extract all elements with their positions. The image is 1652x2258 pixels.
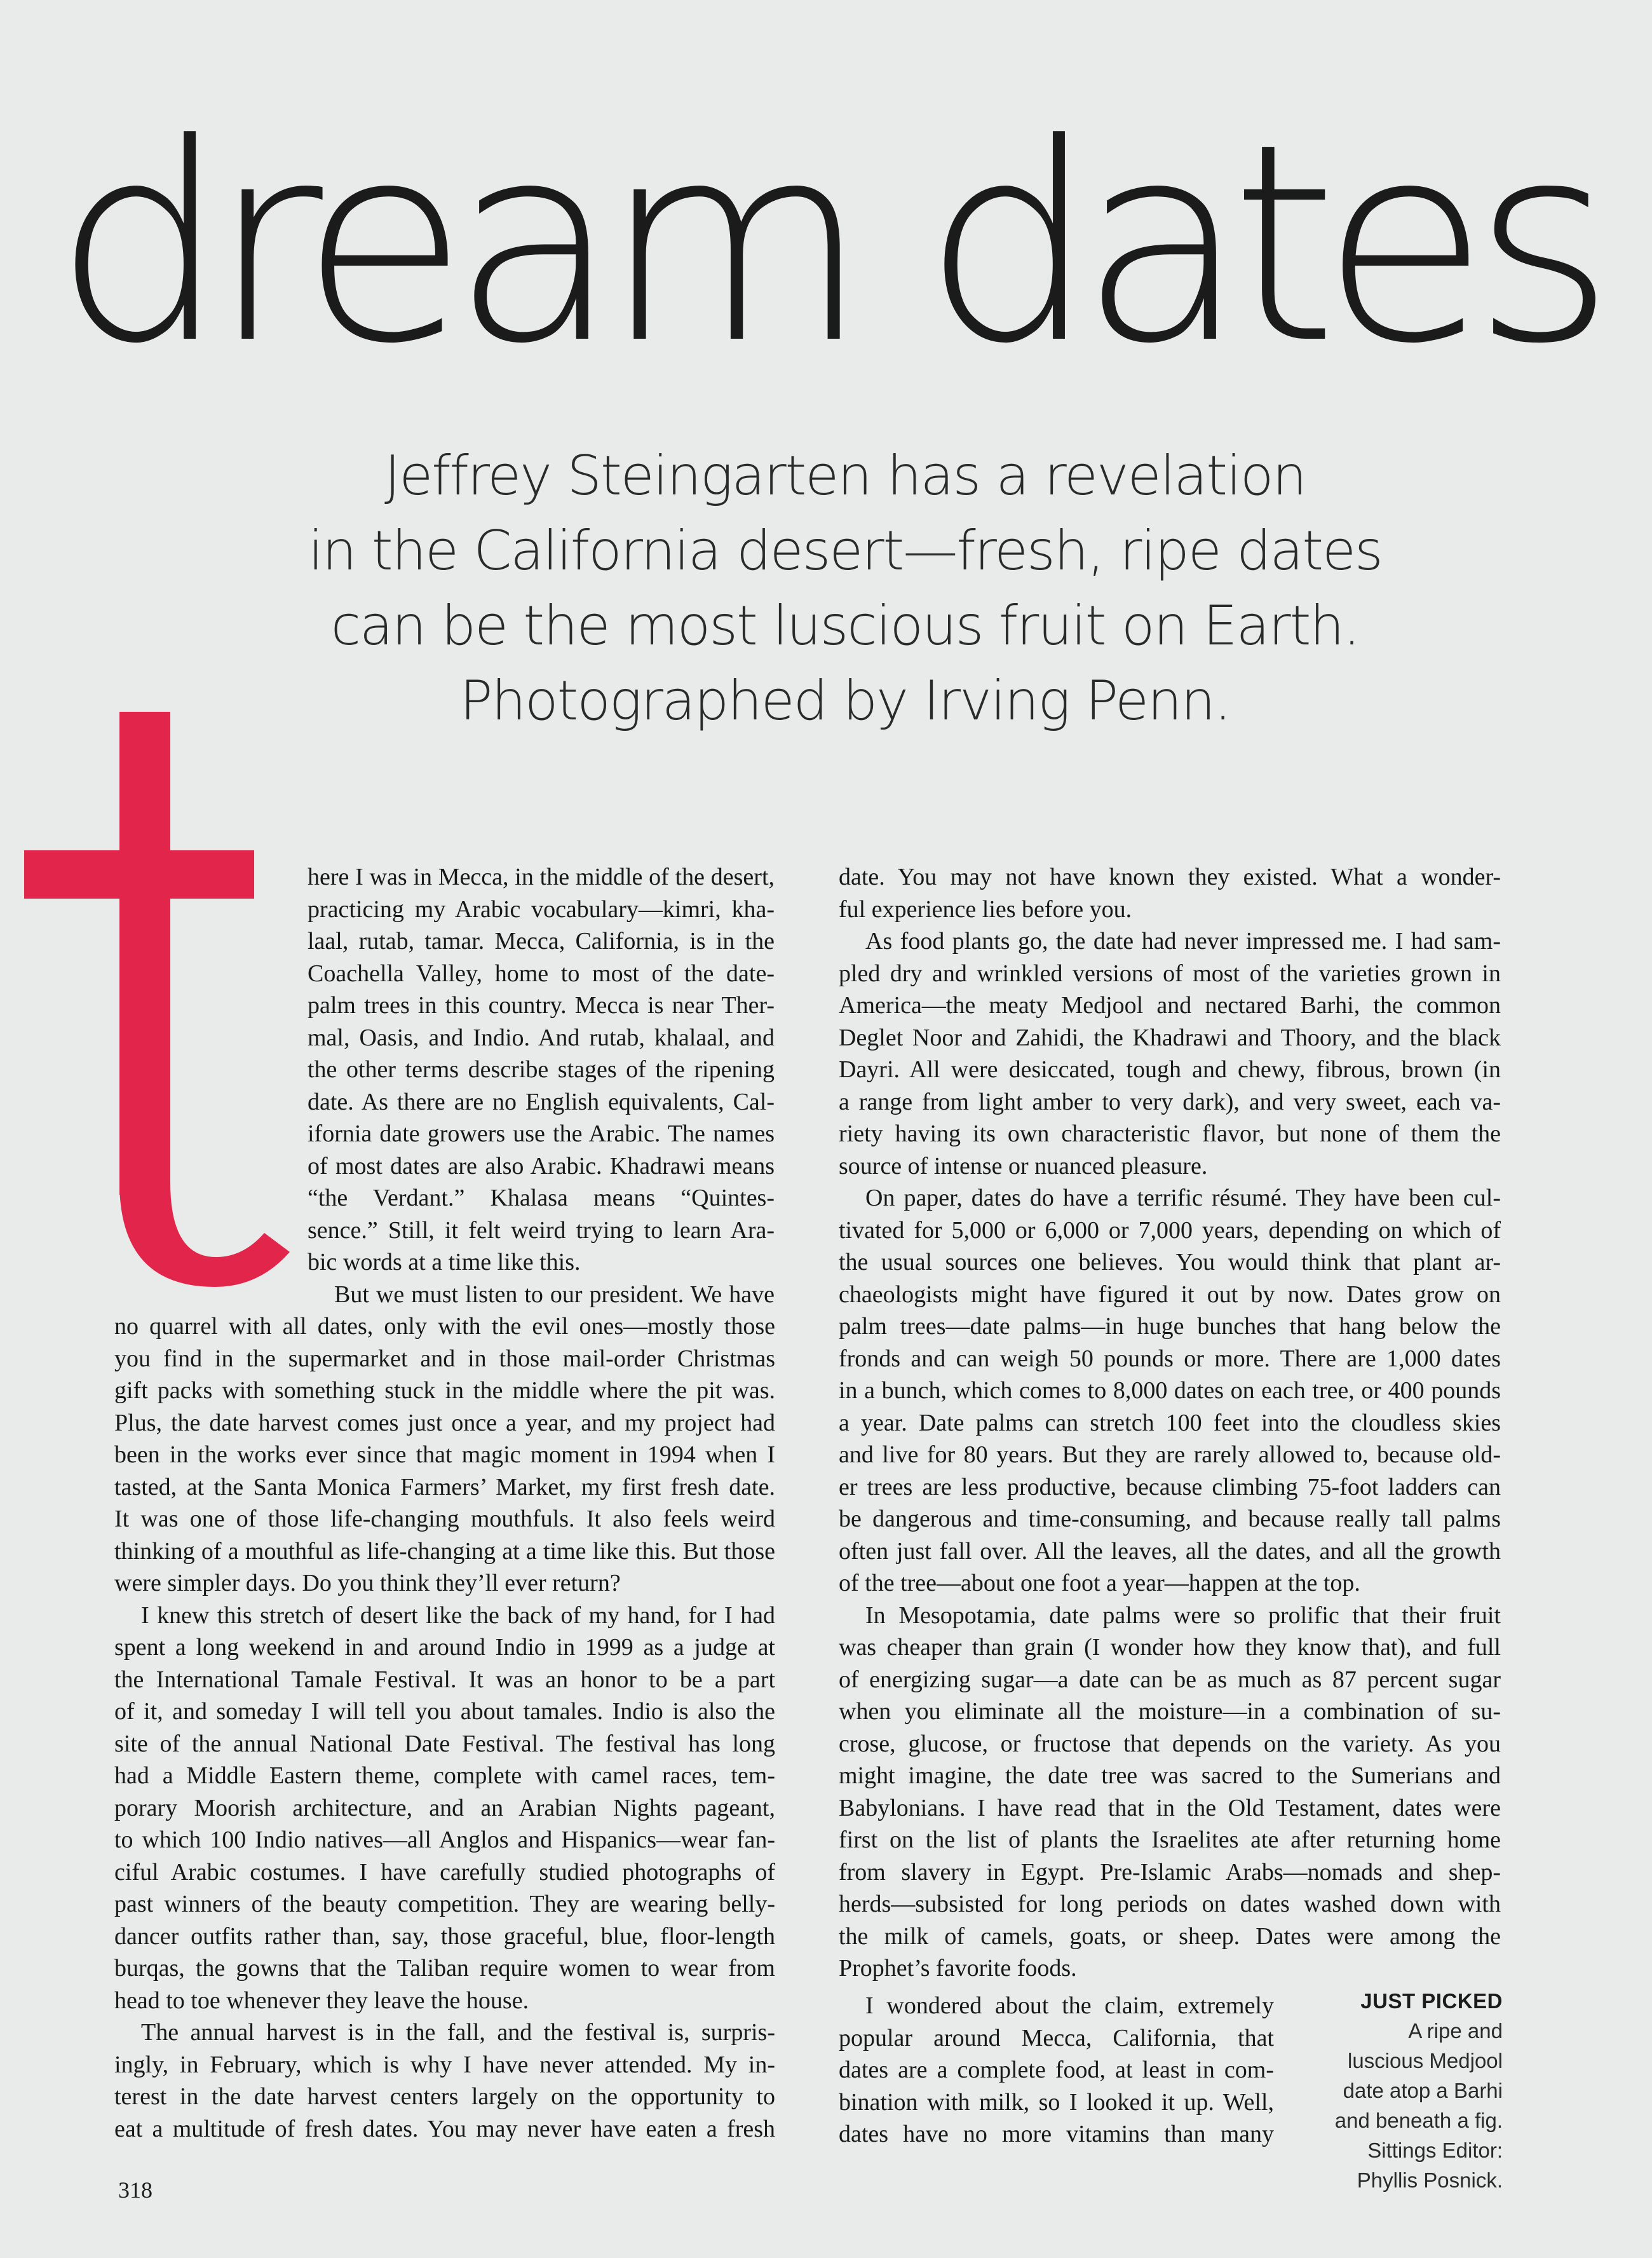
text-line: when you eliminate all the moisture—in a combination of su- [839, 1698, 1501, 1725]
text-line: Prophet’s favorite foods. [839, 1955, 1077, 1982]
caption-heading: JUST PICKED [1360, 1989, 1503, 2013]
text-line: porary Moorish architecture, and an Arabian Nights pageant, [114, 1794, 775, 1821]
text-line: of energizing sugar—a date can be as much as 87 percent sugar [839, 1666, 1501, 1693]
column-left [114, 1310, 775, 2145]
text-line: of the tree—about one foot a year—happen at the top. [839, 1570, 1360, 1596]
text-line: I wondered about the claim, extremely [865, 1992, 1274, 2019]
text-line: The annual harvest is in the fall, and the festival is, surpris- [141, 2019, 775, 2046]
text-line: no quarrel with all dates, only with the evil ones—mostly those [114, 1313, 775, 1340]
text-line: practicing my Arabic vocabulary—kimri, kha- [308, 895, 775, 923]
text-line: Plus, the date harvest comes just once a year, and my project had [114, 1409, 775, 1436]
text-line: the usual sources one believes. You would think that plant ar- [839, 1249, 1501, 1275]
text-line: chaeologists might have figured it out by now. Dates grow on [839, 1281, 1501, 1308]
text-line: tasted, at the Santa Monica Farmers’ Market, my first fresh date. [114, 1473, 775, 1500]
text-line: to which 100 Indio natives—all Anglos and Hispanics—wear fan- [114, 1826, 775, 1853]
text-line: thinking of a mouthful as life-changing at a time like this. But those [114, 1537, 775, 1565]
text-line: fronds and can weigh 50 pounds or more. There are 1,000 dates [839, 1345, 1501, 1372]
photo-caption [1296, 1986, 1503, 2195]
caption-line: luscious Medjool [1348, 2049, 1503, 2072]
text-line: the milk of camels, goats, or sheep. Dates were among the [839, 1922, 1501, 1950]
column-right [839, 861, 1501, 1985]
text-line: often just fall over. All the leaves, all the dates, and all the growth [839, 1537, 1501, 1565]
text-line: the International Tamale Festival. It was an honor to be a part [114, 1666, 775, 1693]
article-title: dream dates [53, 86, 1599, 404]
text-line: ifornia date growers use the Arabic. The names [308, 1120, 775, 1147]
text-line: date. As there are no English equivalents, Cal- [308, 1088, 775, 1115]
text-line: ful experience lies before you. [839, 895, 1132, 923]
text-line: It was one of those life-changing mouthfuls. It also feels weird [114, 1506, 775, 1532]
text-line: sence.” Still, it felt weird trying to learn Ara- [308, 1216, 775, 1244]
text-line: date. You may not have known they existed. What a wonder- [839, 864, 1501, 890]
caption-line: date atop a Barhi [1343, 2079, 1503, 2102]
text-line: past winners of the beauty competition. They are wearing belly- [114, 1891, 775, 1917]
drop-cap-graphic [24, 712, 291, 1296]
page-number: 318 [118, 2177, 152, 2203]
text-line: dates are a complete food, at least in com- [839, 2057, 1274, 2083]
text-line: terest in the date harvest centers largely on the opportunity to [114, 2083, 775, 2110]
text-line: ciful Arabic costumes. I have carefully studied photographs of [114, 1858, 775, 1886]
deck-line: Photographed by Irving Penn. [459, 669, 1231, 733]
text-line: laal, rutab, tamar. Mecca, California, is in the [308, 928, 775, 955]
text-line: a range from light amber to very dark), and very sweet, each va- [839, 1088, 1501, 1115]
text-line: On paper, dates do have a terrific résumé. They have been cul- [865, 1185, 1501, 1211]
text-line: Deglet Noor and Zahidi, the Khadrawi and Thoory, and the black [839, 1024, 1501, 1051]
text-line: eat a multitude of fresh dates. You may never have eaten a fresh [114, 2115, 775, 2142]
text-line: Dayri. All were desiccated, tough and chewy, fibrous, brown (in [839, 1056, 1501, 1083]
text-line: Babylonians. I have read that in the Old Testament, dates were [839, 1794, 1501, 1821]
text-line: from slavery in Egypt. Pre-Islamic Arabs—nomads and shep- [839, 1858, 1501, 1886]
text-line: tivated for 5,000 or 6,000 or 7,000 years, depending on which of [839, 1216, 1501, 1244]
caption-line: and beneath a fig. [1334, 2109, 1503, 2132]
text-line: be dangerous and time-consuming, and because really tall palms [839, 1506, 1501, 1532]
deck-line: can be the most luscious fruit on Earth. [330, 594, 1360, 658]
text-line: Coachella Valley, home to most of the date- [308, 960, 775, 987]
text-line: But we must listen to our president. We have [334, 1281, 775, 1308]
text-line: I knew this stretch of desert like the back of my hand, for I had [141, 1602, 775, 1629]
text-line: spent a long weekend in and around Indio in 1999 as a judge at [114, 1634, 775, 1661]
text-line: might imagine, the date tree was sacred to the Sumerians and [839, 1762, 1501, 1789]
text-line: first on the list of plants the Israelites ate after returning home [839, 1826, 1501, 1853]
text-line: ingly, in February, which is why I have never attended. My in- [114, 2051, 775, 2078]
text-line: crose, glucose, or fructose that depends on the variety. As you [839, 1730, 1501, 1757]
text-line: mal, Oasis, and Indio. And rutab, khalaal, and [308, 1024, 775, 1051]
text-line: dates have no more vitamins than many [839, 2121, 1274, 2147]
text-line: As food plants go, the date had never impressed me. I had sam- [865, 928, 1501, 955]
caption-line: Phyllis Posnick. [1357, 2168, 1503, 2192]
caption-line: A ripe and [1408, 2019, 1503, 2043]
text-line: you find in the supermarket and in those mail-order Christmas [114, 1345, 775, 1372]
column-right-bottom [839, 1990, 1274, 2151]
text-line: a year. Date palms can stretch 100 feet into the cloudless skies [839, 1409, 1501, 1436]
text-line: popular around Mecca, California, that [839, 2024, 1274, 2051]
deck-line: in the California desert—fresh, ripe dates [308, 519, 1382, 583]
text-line: source of intense or nuanced pleasure. [839, 1152, 1208, 1180]
text-line: were simpler days. Do you think they’ll ever return? [114, 1570, 621, 1596]
text-line: dancer outfits rather than, say, those graceful, blue, floor-length [114, 1922, 775, 1950]
text-line: had a Middle Eastern theme, complete with camel races, tem- [114, 1762, 775, 1789]
caption-line: Sittings Editor: [1367, 2139, 1503, 2162]
text-line: America—the meaty Medjool and nectared Barhi, the common [839, 992, 1501, 1019]
column-left-top [308, 861, 775, 1310]
text-line: palm trees in this country. Mecca is near Ther- [308, 992, 775, 1019]
text-line: bination with milk, so I looked it up. Well, [839, 2088, 1274, 2116]
text-line: gift packs with something stuck in the middle where the pit was. [114, 1377, 775, 1404]
text-line: was cheaper than grain (I wonder how they know that), and full [839, 1634, 1501, 1661]
text-line: burqas, the gowns that the Taliban require women to wear from [114, 1955, 775, 1982]
text-line: “the Verdant.” Khalasa means “Quintes- [308, 1185, 775, 1211]
deck-line: Jeffrey Steingarten has a revelation [384, 444, 1306, 508]
text-line: bic words at a time like this. [308, 1249, 581, 1275]
text-line: here I was in Mecca, in the middle of the desert, [308, 864, 775, 890]
text-line: in a bunch, which comes to 8,000 dates on each tree, or 400 pounds [839, 1377, 1501, 1404]
text-line: er trees are less productive, because climbing 75-foot ladders can [839, 1473, 1501, 1500]
text-line: riety having its own characteristic flavor, but none of them the [839, 1120, 1501, 1147]
text-line: head to toe whenever they leave the house. [114, 1987, 529, 2014]
text-line: pled dry and wrinkled versions of most of the varieties grown in [839, 960, 1501, 987]
text-line: of it, and someday I will tell you about tamales. Indio is also the [114, 1698, 775, 1725]
drop-cap-t [24, 712, 291, 1296]
text-line: been in the works ever since that magic moment in 1994 when I [114, 1441, 775, 1468]
article-deck [210, 439, 1480, 738]
text-line: of most dates are also Arabic. Khadrawi means [308, 1152, 775, 1180]
text-line: and live for 80 years. But they are rarely allowed to, because old- [839, 1441, 1501, 1468]
text-line: herds—subsisted for long periods on dates washed down with [839, 1891, 1501, 1917]
text-line: In Mesopotamia, date palms were so prolific that their fruit [865, 1602, 1501, 1629]
text-line: site of the annual National Date Festival. The festival has long [114, 1730, 775, 1757]
text-line: palm trees—date palms—in huge bunches that hang below the [839, 1313, 1501, 1340]
text-line: the other terms describe stages of the ripening [308, 1056, 775, 1083]
